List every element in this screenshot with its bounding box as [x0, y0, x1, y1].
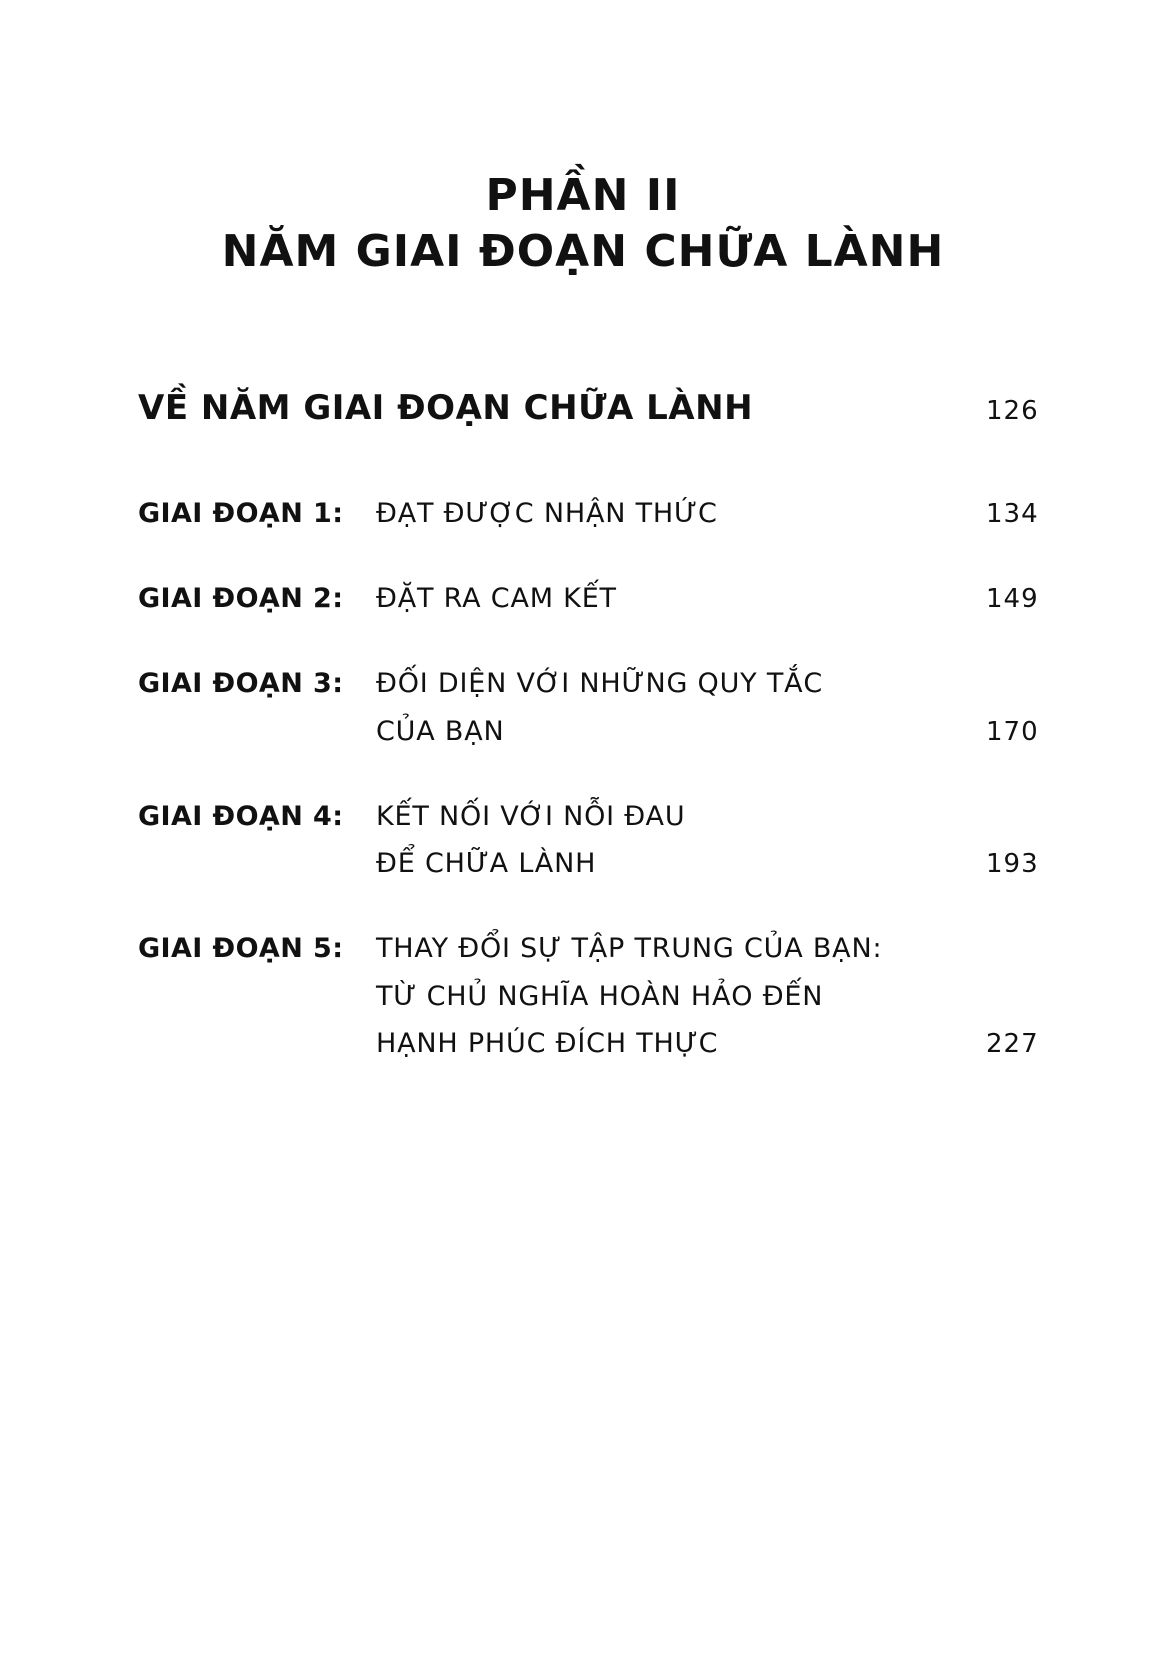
toc-entry-page-number: 149 — [986, 584, 1039, 615]
toc-entry-text: ĐỂ CHỮA LÀNH — [376, 848, 597, 880]
toc-entry-body — [376, 925, 1056, 1067]
toc-entry-line — [376, 793, 1056, 840]
toc-entry-label: GIAI ĐOẠN 1: — [138, 497, 344, 529]
toc-entry-text: THAY ĐỔI SỰ TẬP TRUNG CỦA BẠN: — [376, 933, 883, 965]
toc-entry-line — [376, 840, 1056, 887]
toc-entry-line — [376, 925, 1056, 972]
part-title: NĂM GIAI ĐOẠN CHỮA LÀNH — [221, 225, 945, 277]
toc-entry-body — [376, 575, 1056, 622]
toc-entry-page-number: 170 — [986, 716, 1039, 747]
part-number: PHẦN II — [485, 170, 681, 221]
toc-entry-body — [376, 793, 1056, 888]
toc-entry-stage-2[interactable] — [138, 575, 1056, 622]
toc-entry-page-number: 134 — [986, 498, 1039, 529]
toc-entry-label: GIAI ĐOẠN 3: — [138, 668, 344, 700]
toc-entry-label: GIAI ĐOẠN 5: — [138, 933, 344, 965]
toc-overview-title: VỀ NĂM GIAI ĐOẠN CHỮA LÀNH — [138, 387, 754, 428]
toc-entry-stage-4[interactable] — [138, 793, 1056, 888]
part-heading — [0, 170, 1166, 278]
table-of-contents — [0, 388, 1166, 1067]
toc-entry-stage-3[interactable] — [138, 660, 1056, 755]
toc-entry-text: ĐỐI DIỆN VỚI NHỮNG QUY TẮC — [376, 668, 824, 700]
toc-entry-text: CỦA BẠN — [376, 715, 505, 747]
toc-entry-label: GIAI ĐOẠN 2: — [138, 583, 344, 615]
toc-entry-text: HẠNH PHÚC ĐÍCH THỰC — [376, 1027, 719, 1059]
toc-entry-line — [376, 575, 1056, 622]
toc-entry-text: KẾT NỐI VỚI NỖI ĐAU — [376, 800, 686, 832]
toc-entry-text: TỪ CHỦ NGHĨA HOÀN HẢO ĐẾN — [376, 980, 824, 1012]
toc-entry-line — [376, 490, 1056, 537]
toc-entry-stage-5[interactable] — [138, 925, 1056, 1067]
toc-entry-line — [376, 708, 1056, 755]
toc-entry-line — [376, 660, 1056, 707]
toc-entry-page-number: 193 — [986, 849, 1039, 880]
toc-entry-label: GIAI ĐOẠN 4: — [138, 800, 344, 832]
toc-entry-line — [376, 1020, 1056, 1067]
toc-entry-text: ĐẶT RA CAM KẾT — [376, 583, 617, 615]
toc-entry-body — [376, 490, 1056, 537]
toc-entry-page-number: 227 — [986, 1028, 1039, 1059]
toc-overview-page-number: 126 — [986, 395, 1039, 426]
toc-overview-entry[interactable] — [138, 388, 1056, 428]
toc-entry-text: ĐẠT ĐƯỢC NHẬN THỨC — [376, 497, 718, 529]
toc-entry-stage-1[interactable] — [138, 490, 1056, 537]
toc-entry-line — [376, 973, 1056, 1020]
toc-entry-body — [376, 660, 1056, 755]
